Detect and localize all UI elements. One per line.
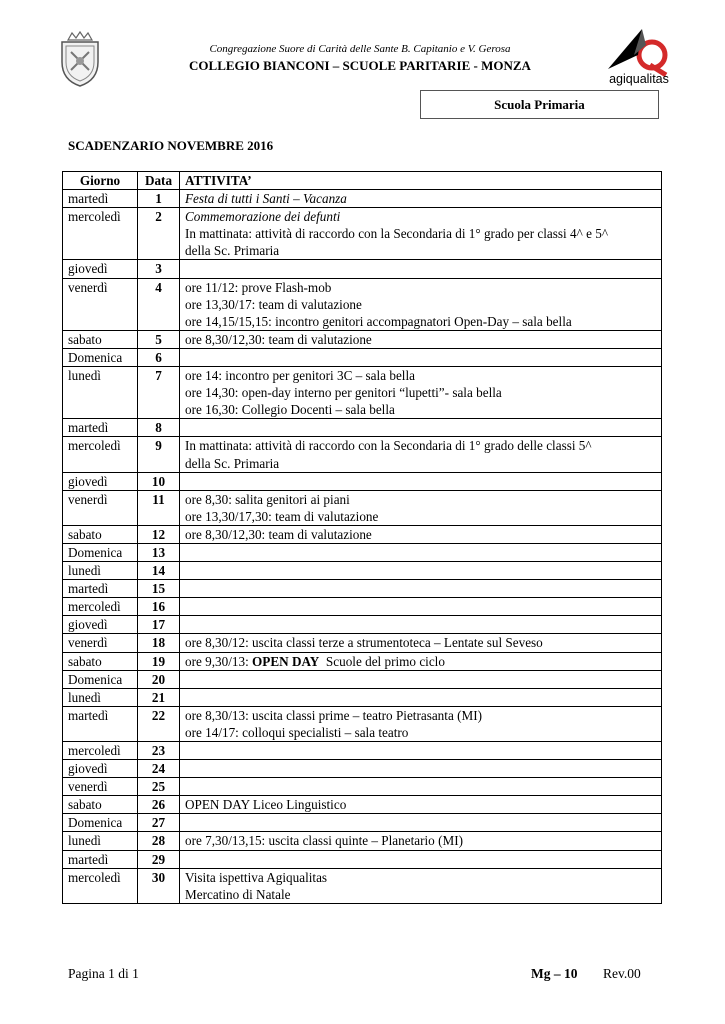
activity-line <box>185 742 656 759</box>
row-date: 26 <box>138 796 180 814</box>
row-date: 23 <box>138 742 180 760</box>
row-activity <box>180 525 662 543</box>
row-day: giovedì <box>63 472 138 490</box>
table-row <box>63 832 662 850</box>
row-activity <box>180 688 662 706</box>
page-number: Pagina 1 di 1 <box>68 966 139 981</box>
row-activity <box>180 814 662 832</box>
row-day: martedì <box>63 419 138 437</box>
row-day: venerdì <box>63 778 138 796</box>
table-row <box>63 490 662 525</box>
row-day: giovedì <box>63 260 138 278</box>
activity-line: ore 14,30: open-day interno per genitori “lupetti”- sala bella <box>185 385 502 401</box>
row-day: Domenica <box>63 543 138 561</box>
row-date: 14 <box>138 562 180 580</box>
activity-line: Festa di tutti i Santi – Vacanza <box>185 191 347 207</box>
table-row <box>63 796 662 814</box>
activity-line <box>185 544 656 561</box>
table-row <box>63 543 662 561</box>
row-date: 3 <box>138 260 180 278</box>
row-date: 21 <box>138 688 180 706</box>
row-date: 15 <box>138 580 180 598</box>
activity-line: ore 13,30/17,30: team di valutazione <box>185 508 379 524</box>
activity-line: ore 13,30/17: team di valutazione <box>185 296 362 312</box>
row-date: 17 <box>138 616 180 634</box>
activity-line: In mattinata: attività di raccordo con la Secondaria di 1° grado per classi 4^ e 5^ <box>185 226 609 242</box>
activity-line-prefix: ore 9,30/13: <box>185 653 253 669</box>
table-row <box>63 367 662 419</box>
activity-line <box>185 760 656 777</box>
table-row <box>63 868 662 903</box>
table-row <box>63 472 662 490</box>
header-attivita: ATTIVITA’ <box>180 172 662 190</box>
table-row <box>63 580 662 598</box>
row-activity <box>180 760 662 778</box>
row-day: lunedì <box>63 367 138 419</box>
activity-line: ore 11/12: prove Flash-mob <box>185 279 332 295</box>
row-day: mercoledì <box>63 742 138 760</box>
crest-icon <box>54 30 106 88</box>
table-row <box>63 562 662 580</box>
activity-line <box>185 419 656 436</box>
row-activity <box>180 580 662 598</box>
table-row <box>63 778 662 796</box>
row-activity <box>180 278 662 330</box>
row-date: 24 <box>138 760 180 778</box>
row-day: mercoledì <box>63 208 138 260</box>
row-day: mercoledì <box>63 437 138 472</box>
row-activity <box>180 634 662 652</box>
row-date: 10 <box>138 472 180 490</box>
row-day: venerdì <box>63 634 138 652</box>
activity-line: ore 14: incontro per genitori 3C – sala bella <box>185 368 415 384</box>
activity-line: OPEN DAY Liceo Linguistico <box>185 797 347 813</box>
activity-line: ore 14,15/15,15: incontro genitori accompagnatori Open-Day – sala bella <box>185 313 572 329</box>
activity-line <box>185 653 656 670</box>
revision: Rev.00 <box>603 966 641 981</box>
table-row <box>63 850 662 868</box>
activity-line: Visita ispettiva Agiqualitas <box>185 869 328 885</box>
row-activity <box>180 652 662 670</box>
row-date: 22 <box>138 706 180 741</box>
row-day: lunedì <box>63 832 138 850</box>
activity-line-bold: OPEN DAY <box>252 653 320 669</box>
table-row <box>63 634 662 652</box>
activity-line <box>185 616 656 633</box>
row-date: 13 <box>138 543 180 561</box>
schedule-table <box>62 171 662 904</box>
row-activity <box>180 742 662 760</box>
row-activity <box>180 670 662 688</box>
row-day: martedì <box>63 580 138 598</box>
row-activity <box>180 616 662 634</box>
row-date: 28 <box>138 832 180 850</box>
table-row <box>63 208 662 260</box>
table-row <box>63 814 662 832</box>
table-row <box>63 348 662 366</box>
activity-line <box>185 689 656 706</box>
row-activity <box>180 706 662 741</box>
activity-line: ore 8,30/12,30: team di valutazione <box>185 526 372 542</box>
college-title: COLLEGIO BIANCONI – SCUOLE PARITARIE - MONZA <box>189 58 531 73</box>
activity-line: ore 16,30: Collegio Docenti – sala bella <box>185 402 395 418</box>
header-giorno: Giorno <box>63 172 138 190</box>
row-activity <box>180 330 662 348</box>
activity-line <box>185 473 656 490</box>
activity-line: della Sc. Primaria <box>185 455 280 471</box>
row-day: venerdì <box>63 490 138 525</box>
row-day: sabato <box>63 796 138 814</box>
activity-line: ore 14/17: colloqui specialisti – sala teatro <box>185 724 409 740</box>
row-activity <box>180 850 662 868</box>
table-row <box>63 616 662 634</box>
row-activity <box>180 472 662 490</box>
row-activity <box>180 543 662 561</box>
row-day: Domenica <box>63 348 138 366</box>
row-activity <box>180 419 662 437</box>
row-activity <box>180 348 662 366</box>
row-day: lunedì <box>63 688 138 706</box>
table-row <box>63 260 662 278</box>
row-date: 25 <box>138 778 180 796</box>
activity-line: ore 8,30/12,30: team di valutazione <box>185 331 372 347</box>
activity-line <box>185 580 656 597</box>
activity-line <box>185 851 656 868</box>
row-date: 5 <box>138 330 180 348</box>
activity-line <box>185 598 656 615</box>
table-row <box>63 670 662 688</box>
row-date: 7 <box>138 367 180 419</box>
table-row <box>63 278 662 330</box>
activity-line: Mercatino di Natale <box>185 886 291 902</box>
row-activity <box>180 437 662 472</box>
row-day: venerdì <box>63 278 138 330</box>
row-day: giovedì <box>63 616 138 634</box>
row-activity <box>180 367 662 419</box>
row-activity <box>180 208 662 260</box>
row-date: 16 <box>138 598 180 616</box>
row-date: 27 <box>138 814 180 832</box>
table-row <box>63 330 662 348</box>
congregation-name: Congregazione Suore di Carità delle Sante B. Capitanio e V. Gerosa <box>209 43 511 55</box>
table-row <box>63 688 662 706</box>
row-activity <box>180 796 662 814</box>
row-date: 11 <box>138 490 180 525</box>
table-row <box>63 437 662 472</box>
row-date: 20 <box>138 670 180 688</box>
row-day: lunedì <box>63 562 138 580</box>
activity-line <box>185 562 656 579</box>
row-date: 19 <box>138 652 180 670</box>
document-code: Mg – 10 <box>531 966 578 981</box>
activity-line: della Sc. Primaria <box>185 243 280 259</box>
activity-line: ore 8,30/12: uscita classi terze a strumentoteca – Lentate sul Seveso <box>185 635 543 651</box>
row-date: 6 <box>138 348 180 366</box>
row-activity <box>180 562 662 580</box>
activity-line <box>185 778 656 795</box>
table-row <box>63 598 662 616</box>
row-day: Domenica <box>63 814 138 832</box>
row-day: martedì <box>63 850 138 868</box>
activity-line: In mattinata: attività di raccordo con la Secondaria di 1° grado delle classi 5^ <box>185 438 592 454</box>
row-day: mercoledì <box>63 598 138 616</box>
header-data: Data <box>138 172 180 190</box>
activity-line <box>185 260 656 277</box>
row-date: 29 <box>138 850 180 868</box>
row-day: sabato <box>63 652 138 670</box>
table-row <box>63 742 662 760</box>
activity-line: ore 7,30/13,15: uscita classi quinte – Planetario (MI) <box>185 833 463 849</box>
row-date: 12 <box>138 525 180 543</box>
activity-line <box>185 814 656 831</box>
table-row <box>63 190 662 208</box>
row-date: 4 <box>138 278 180 330</box>
row-day: martedì <box>63 190 138 208</box>
row-day: giovedì <box>63 760 138 778</box>
table-header-row <box>63 172 662 190</box>
row-date: 30 <box>138 868 180 903</box>
table-row <box>63 419 662 437</box>
row-day: martedì <box>63 706 138 741</box>
row-activity <box>180 778 662 796</box>
activity-line: ore 8,30/13: uscita classi prime – teatro Pietrasanta (MI) <box>185 707 482 723</box>
table-row <box>63 652 662 670</box>
row-activity <box>180 490 662 525</box>
row-activity <box>180 260 662 278</box>
activity-line: Commemorazione dei defunti <box>185 209 341 225</box>
activity-line <box>185 671 656 688</box>
row-day: sabato <box>63 330 138 348</box>
row-activity <box>180 190 662 208</box>
row-date: 8 <box>138 419 180 437</box>
activity-line <box>185 349 656 366</box>
logo-text: agiqualitas <box>609 72 669 86</box>
school-label: Scuola Primaria <box>420 90 659 119</box>
document-title: SCADENZARIO NOVEMBRE 2016 <box>68 138 274 153</box>
table-row <box>63 706 662 741</box>
table-row <box>63 525 662 543</box>
row-date: 9 <box>138 437 180 472</box>
row-day: sabato <box>63 525 138 543</box>
row-day: Domenica <box>63 670 138 688</box>
row-activity <box>180 598 662 616</box>
row-date: 2 <box>138 208 180 260</box>
row-date: 18 <box>138 634 180 652</box>
activity-line: ore 8,30: salita genitori ai piani <box>185 491 350 507</box>
table-row <box>63 760 662 778</box>
row-day: mercoledì <box>63 868 138 903</box>
row-activity <box>180 832 662 850</box>
row-activity <box>180 868 662 903</box>
activity-line-suffix: Scuole del primo ciclo <box>319 653 445 669</box>
row-date: 1 <box>138 190 180 208</box>
